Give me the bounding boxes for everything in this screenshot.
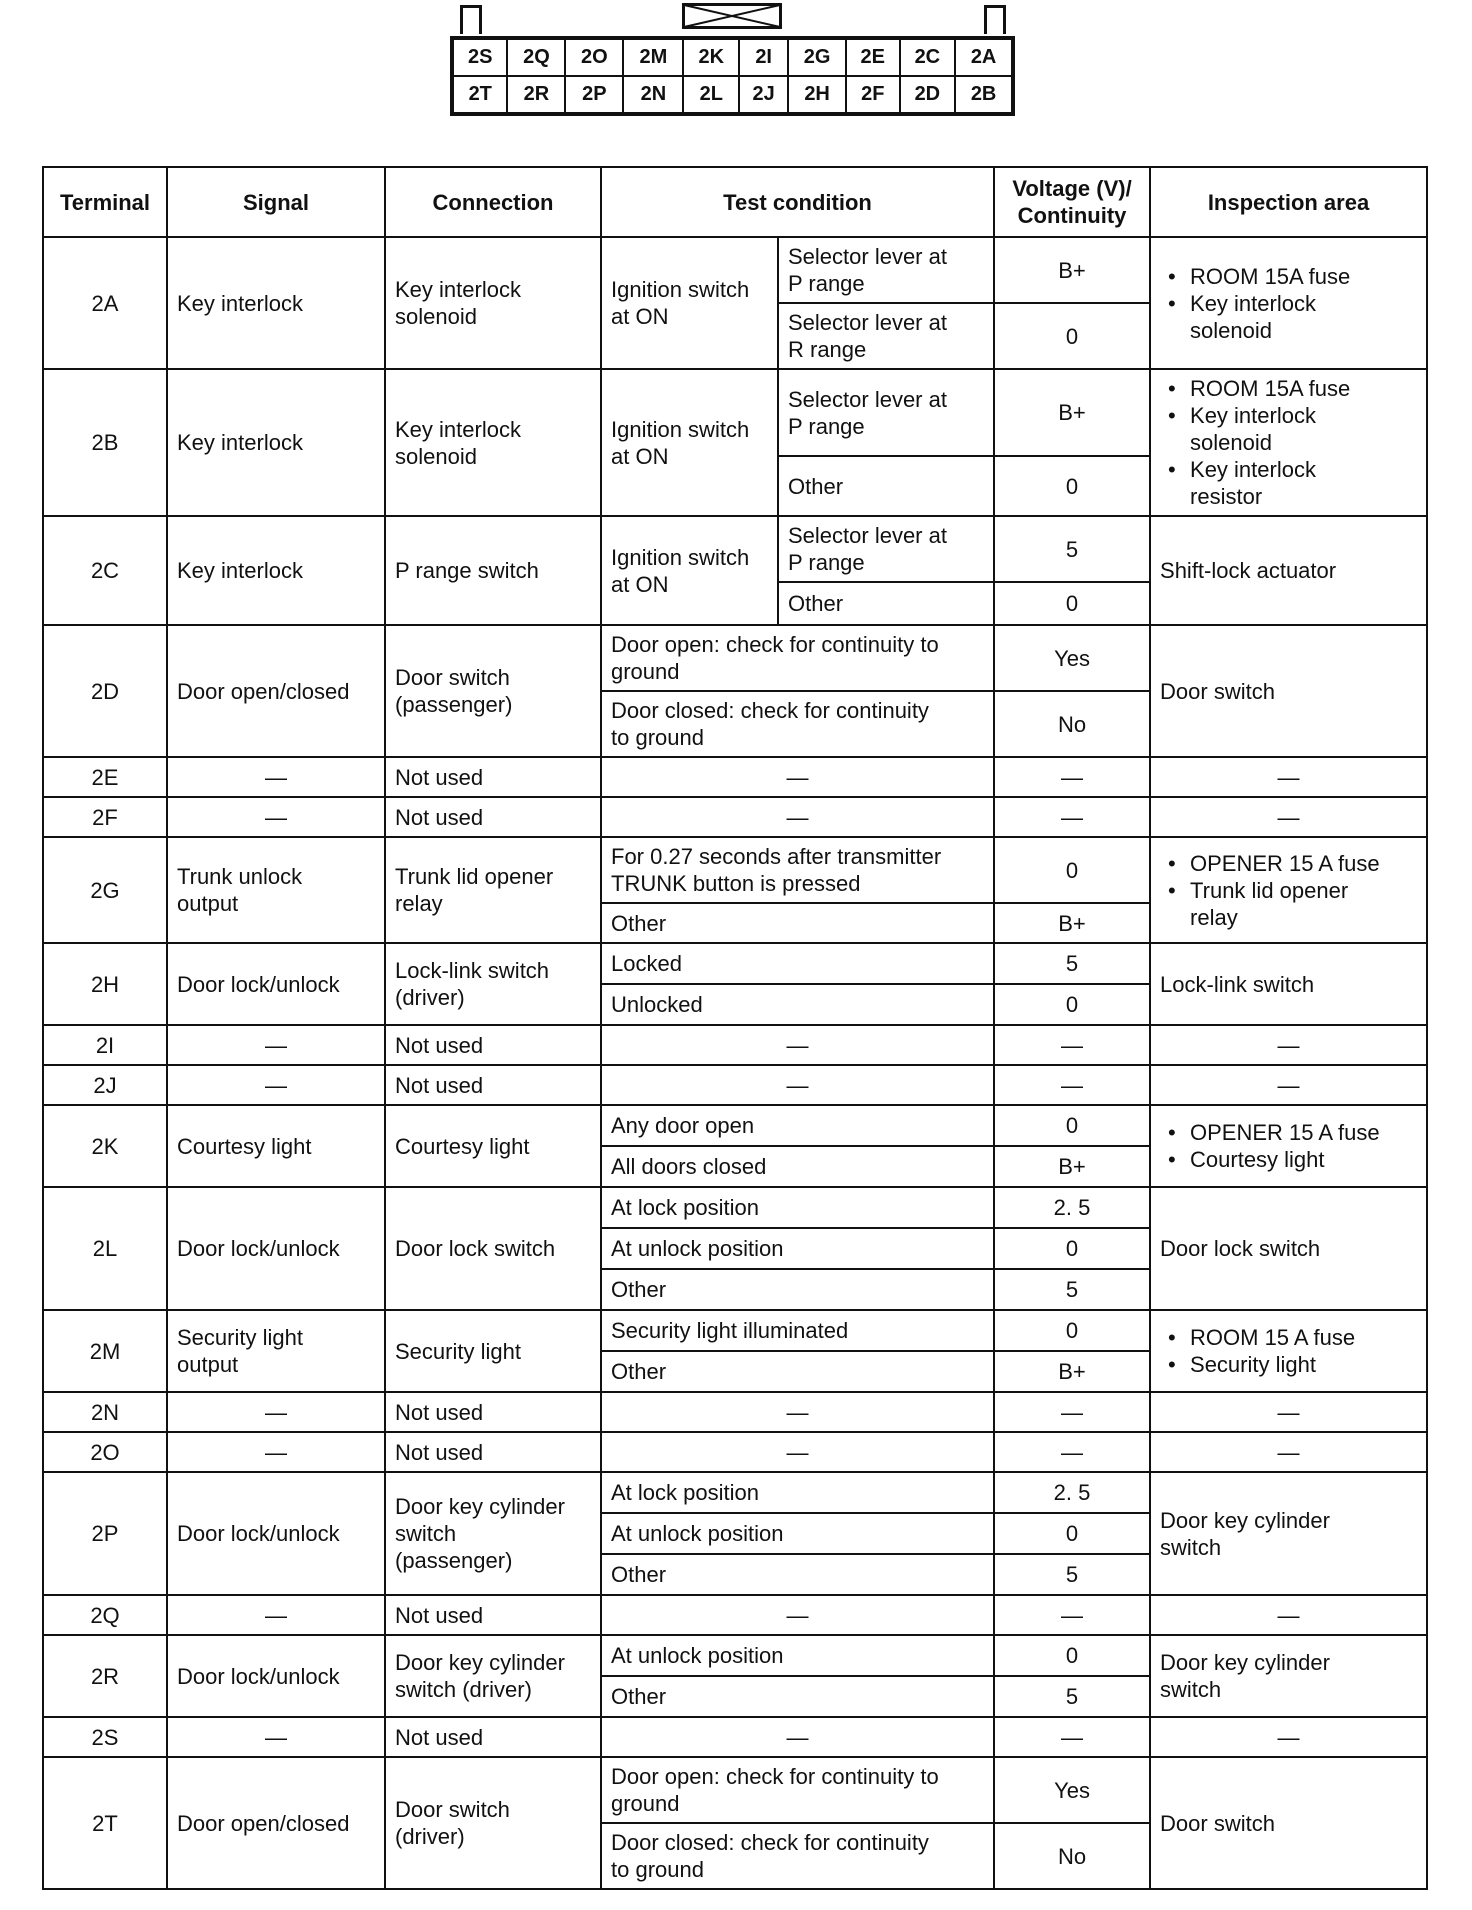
- condition-cell: —: [601, 797, 994, 837]
- voltage-cell: 5: [994, 1269, 1150, 1310]
- inspection-cell: Shift-lock actuator: [1150, 516, 1427, 625]
- condition-cell: —: [601, 1025, 994, 1065]
- table-row: [43, 1310, 1427, 1351]
- voltage-cell: B+: [994, 1146, 1150, 1187]
- table-row: [43, 1065, 1427, 1105]
- signal-cell: Key interlock: [167, 369, 385, 516]
- signal-cell: Door lock/unlock: [167, 1187, 385, 1310]
- condition-cell: Other: [601, 1676, 994, 1717]
- inspection-cell: —: [1150, 1392, 1427, 1432]
- voltage-cell: B+: [994, 369, 1150, 456]
- voltage-cell: 5: [994, 516, 1150, 582]
- voltage-cell: 5: [994, 943, 1150, 984]
- voltage-cell: 0: [994, 1513, 1150, 1554]
- connector-left-latch: [460, 5, 482, 34]
- connector-right-latch: [984, 5, 1006, 34]
- signal-cell: Door lock/unlock: [167, 1472, 385, 1595]
- condition-cell: Door open: check for continuity to ground: [601, 1757, 994, 1823]
- pin: 2T: [452, 76, 507, 114]
- pin: 2I: [739, 38, 788, 76]
- connection-cell: Not used: [385, 1717, 601, 1757]
- voltage-cell: —: [994, 1025, 1150, 1065]
- terminal-cell: 2D: [43, 625, 167, 757]
- terminal-cell: 2I: [43, 1025, 167, 1065]
- voltage-cell: 2. 5: [994, 1187, 1150, 1228]
- voltage-cell: —: [994, 1717, 1150, 1757]
- connector-diagram: [450, 0, 1015, 120]
- voltage-cell: 0: [994, 582, 1150, 625]
- header-connection: Connection: [385, 167, 601, 237]
- table-row: [43, 1392, 1427, 1432]
- inspection-cell: Door switch: [1150, 1757, 1427, 1889]
- table-row: [43, 757, 1427, 797]
- signal-cell: —: [167, 1392, 385, 1432]
- terminal-cell: 2R: [43, 1635, 167, 1717]
- connection-cell: Courtesy light: [385, 1105, 601, 1187]
- condition-cell: At unlock position: [601, 1635, 994, 1676]
- header-terminal: Terminal: [43, 167, 167, 237]
- signal-cell: Door open/closed: [167, 625, 385, 757]
- connector-bottom-row: [452, 76, 1013, 114]
- header-test-condition: Test condition: [601, 167, 994, 237]
- connection-cell: Key interlock solenoid: [385, 237, 601, 369]
- table-row: [43, 1757, 1427, 1823]
- voltage-cell: 0: [994, 837, 1150, 903]
- pin: 2O: [565, 38, 623, 76]
- voltage-cell: B+: [994, 903, 1150, 943]
- condition-cell: Security light illuminated: [601, 1310, 994, 1351]
- pin: 2B: [955, 76, 1013, 114]
- condition-cell: Other: [601, 903, 994, 943]
- voltage-cell: 0: [994, 1635, 1150, 1676]
- voltage-cell: Yes: [994, 1757, 1150, 1823]
- signal-cell: Door lock/unlock: [167, 943, 385, 1025]
- signal-cell: Key interlock: [167, 516, 385, 625]
- voltage-cell: 2. 5: [994, 1472, 1150, 1513]
- terminal-cell: 2F: [43, 797, 167, 837]
- pin: 2S: [452, 38, 507, 76]
- signal-cell: —: [167, 1432, 385, 1472]
- inspection-cell: —: [1150, 757, 1427, 797]
- connection-cell: Not used: [385, 797, 601, 837]
- pin: 2F: [846, 76, 899, 114]
- voltage-cell: B+: [994, 237, 1150, 303]
- inspection-cell: • ROOM 15A fuse • Key interlock solenoid • Key interlock resistor: [1150, 369, 1427, 516]
- voltage-cell: —: [994, 1392, 1150, 1432]
- condition-cell: Any door open: [601, 1105, 994, 1146]
- pin: 2C: [900, 38, 956, 76]
- signal-cell: Security light output: [167, 1310, 385, 1392]
- inspection-cell: Lock-link switch: [1150, 943, 1427, 1025]
- inspection-cell: Door switch: [1150, 625, 1427, 757]
- voltage-cell: 0: [994, 1228, 1150, 1269]
- signal-cell: —: [167, 757, 385, 797]
- signal-cell: —: [167, 1025, 385, 1065]
- signal-cell: —: [167, 1595, 385, 1635]
- table-row: [43, 1717, 1427, 1757]
- table-row: [43, 516, 1427, 582]
- table-row: [43, 1105, 1427, 1146]
- inspection-cell: —: [1150, 1025, 1427, 1065]
- connection-cell: Not used: [385, 1025, 601, 1065]
- terminal-cell: 2J: [43, 1065, 167, 1105]
- inspection-cell: Door key cylinder switch: [1150, 1472, 1427, 1595]
- header-signal: Signal: [167, 167, 385, 237]
- terminal-cell: 2O: [43, 1432, 167, 1472]
- voltage-cell: 0: [994, 456, 1150, 516]
- table-row: [43, 837, 1427, 903]
- pin: 2L: [683, 76, 739, 114]
- voltage-cell: —: [994, 757, 1150, 797]
- terminal-cell: 2T: [43, 1757, 167, 1889]
- inspection-cell: —: [1150, 797, 1427, 837]
- inspection-cell: • OPENER 15 A fuse • Courtesy light: [1150, 1105, 1427, 1187]
- condition-cell: For 0.27 seconds after transmitter TRUNK button is pressed: [601, 837, 994, 903]
- connection-cell: P range switch: [385, 516, 601, 625]
- condition-cell: At lock position: [601, 1187, 994, 1228]
- condition-cell: —: [601, 757, 994, 797]
- voltage-cell: —: [994, 1595, 1150, 1635]
- signal-cell: Courtesy light: [167, 1105, 385, 1187]
- condition-cell: All doors closed: [601, 1146, 994, 1187]
- voltage-cell: Yes: [994, 625, 1150, 691]
- terminal-cell: 2C: [43, 516, 167, 625]
- signal-cell: —: [167, 797, 385, 837]
- table-row: [43, 943, 1427, 984]
- voltage-cell: —: [994, 797, 1150, 837]
- condition-cell: Ignition switch at ON: [601, 516, 778, 625]
- voltage-cell: —: [994, 1432, 1150, 1472]
- voltage-cell: 5: [994, 1554, 1150, 1595]
- condition-cell: —: [601, 1595, 994, 1635]
- connector-key-notch: [682, 3, 782, 29]
- condition-cell: At lock position: [601, 1472, 994, 1513]
- terminal-cell: 2H: [43, 943, 167, 1025]
- inspection-cell: • ROOM 15A fuse • Key interlock solenoid: [1150, 237, 1427, 369]
- voltage-cell: 0: [994, 984, 1150, 1025]
- subcondition-cell: Other: [778, 582, 994, 625]
- connection-cell: Not used: [385, 1432, 601, 1472]
- condition-cell: Other: [601, 1554, 994, 1595]
- voltage-cell: No: [994, 691, 1150, 757]
- terminal-cell: 2N: [43, 1392, 167, 1432]
- signal-cell: —: [167, 1065, 385, 1105]
- pin: 2J: [739, 76, 788, 114]
- condition-cell: —: [601, 1065, 994, 1105]
- pin: 2A: [955, 38, 1013, 76]
- signal-cell: Key interlock: [167, 237, 385, 369]
- condition-cell: Door open: check for continuity to ground: [601, 625, 994, 691]
- condition-cell: Locked: [601, 943, 994, 984]
- inspection-cell: • OPENER 15 A fuse • Trunk lid opener relay: [1150, 837, 1427, 943]
- condition-cell: Other: [601, 1269, 994, 1310]
- table-row: [43, 1472, 1427, 1513]
- voltage-cell: B+: [994, 1351, 1150, 1392]
- terminal-cell: 2E: [43, 757, 167, 797]
- pin: 2K: [683, 38, 739, 76]
- subcondition-cell: Other: [778, 456, 994, 516]
- connection-cell: Door key cylinder switch (passenger): [385, 1472, 601, 1595]
- header-inspection-area: Inspection area: [1150, 167, 1427, 237]
- pin: 2M: [623, 38, 683, 76]
- pin: 2N: [623, 76, 683, 114]
- connection-cell: Not used: [385, 757, 601, 797]
- connection-cell: Door switch (passenger): [385, 625, 601, 757]
- connection-cell: Door switch (driver): [385, 1757, 601, 1889]
- pin: 2H: [788, 76, 846, 114]
- connector-top-row: [452, 38, 1013, 76]
- voltage-cell: 5: [994, 1676, 1150, 1717]
- terminal-cell: 2L: [43, 1187, 167, 1310]
- connection-cell: Security light: [385, 1310, 601, 1392]
- terminal-cell: 2M: [43, 1310, 167, 1392]
- connection-cell: Lock-link switch (driver): [385, 943, 601, 1025]
- signal-cell: Door lock/unlock: [167, 1635, 385, 1717]
- subcondition-cell: Selector lever at P range: [778, 516, 994, 582]
- condition-cell: Unlocked: [601, 984, 994, 1025]
- terminal-cell: 2K: [43, 1105, 167, 1187]
- terminal-inspection-table: [42, 166, 1428, 1890]
- table-row: [43, 797, 1427, 837]
- pin: 2R: [507, 76, 565, 114]
- table-row: [43, 237, 1427, 303]
- terminal-cell: 2B: [43, 369, 167, 516]
- voltage-cell: 0: [994, 1105, 1150, 1146]
- header-voltage: Voltage (V)/ Continuity: [994, 167, 1150, 237]
- pin: 2E: [846, 38, 899, 76]
- pin: 2P: [565, 76, 623, 114]
- signal-cell: —: [167, 1717, 385, 1757]
- terminal-cell: 2A: [43, 237, 167, 369]
- table-row: [43, 369, 1427, 456]
- condition-cell: —: [601, 1392, 994, 1432]
- connection-cell: Trunk lid opener relay: [385, 837, 601, 943]
- signal-cell: Trunk unlock output: [167, 837, 385, 943]
- connection-cell: Not used: [385, 1595, 601, 1635]
- inspection-cell: —: [1150, 1717, 1427, 1757]
- inspection-cell: —: [1150, 1432, 1427, 1472]
- table-row: [43, 1187, 1427, 1228]
- subcondition-cell: Selector lever at P range: [778, 237, 994, 303]
- condition-cell: Ignition switch at ON: [601, 237, 778, 369]
- pin: 2Q: [507, 38, 565, 76]
- inspection-cell: • ROOM 15 A fuse • Security light: [1150, 1310, 1427, 1392]
- terminal-cell: 2Q: [43, 1595, 167, 1635]
- subcondition-cell: Selector lever at P range: [778, 369, 994, 456]
- pin: 2D: [900, 76, 956, 114]
- table-row: [43, 1025, 1427, 1065]
- condition-cell: —: [601, 1717, 994, 1757]
- table-row: [43, 1595, 1427, 1635]
- terminal-cell: 2G: [43, 837, 167, 943]
- signal-cell: Door open/closed: [167, 1757, 385, 1889]
- condition-cell: Ignition switch at ON: [601, 369, 778, 516]
- condition-cell: Door closed: check for continuity to ground: [601, 691, 994, 757]
- voltage-cell: —: [994, 1065, 1150, 1105]
- voltage-cell: 0: [994, 303, 1150, 369]
- table-row: [43, 625, 1427, 691]
- connection-cell: Door lock switch: [385, 1187, 601, 1310]
- condition-cell: At unlock position: [601, 1513, 994, 1554]
- inspection-cell: Door lock switch: [1150, 1187, 1427, 1310]
- voltage-cell: 0: [994, 1310, 1150, 1351]
- table-row: [43, 1635, 1427, 1676]
- condition-cell: Other: [601, 1351, 994, 1392]
- connection-cell: Key interlock solenoid: [385, 369, 601, 516]
- pin: 2G: [788, 38, 846, 76]
- connection-cell: Door key cylinder switch (driver): [385, 1635, 601, 1717]
- connection-cell: Not used: [385, 1065, 601, 1105]
- terminal-cell: 2S: [43, 1717, 167, 1757]
- condition-cell: —: [601, 1432, 994, 1472]
- subcondition-cell: Selector lever at R range: [778, 303, 994, 369]
- table-row: [43, 1432, 1427, 1472]
- terminal-cell: 2P: [43, 1472, 167, 1595]
- inspection-cell: —: [1150, 1595, 1427, 1635]
- inspection-cell: Door key cylinder switch: [1150, 1635, 1427, 1717]
- connection-cell: Not used: [385, 1392, 601, 1432]
- table-header-row: [43, 167, 1427, 237]
- inspection-cell: —: [1150, 1065, 1427, 1105]
- condition-cell: At unlock position: [601, 1228, 994, 1269]
- voltage-cell: No: [994, 1823, 1150, 1889]
- connector-pin-grid: [450, 36, 1015, 116]
- condition-cell: Door closed: check for continuity to ground: [601, 1823, 994, 1889]
